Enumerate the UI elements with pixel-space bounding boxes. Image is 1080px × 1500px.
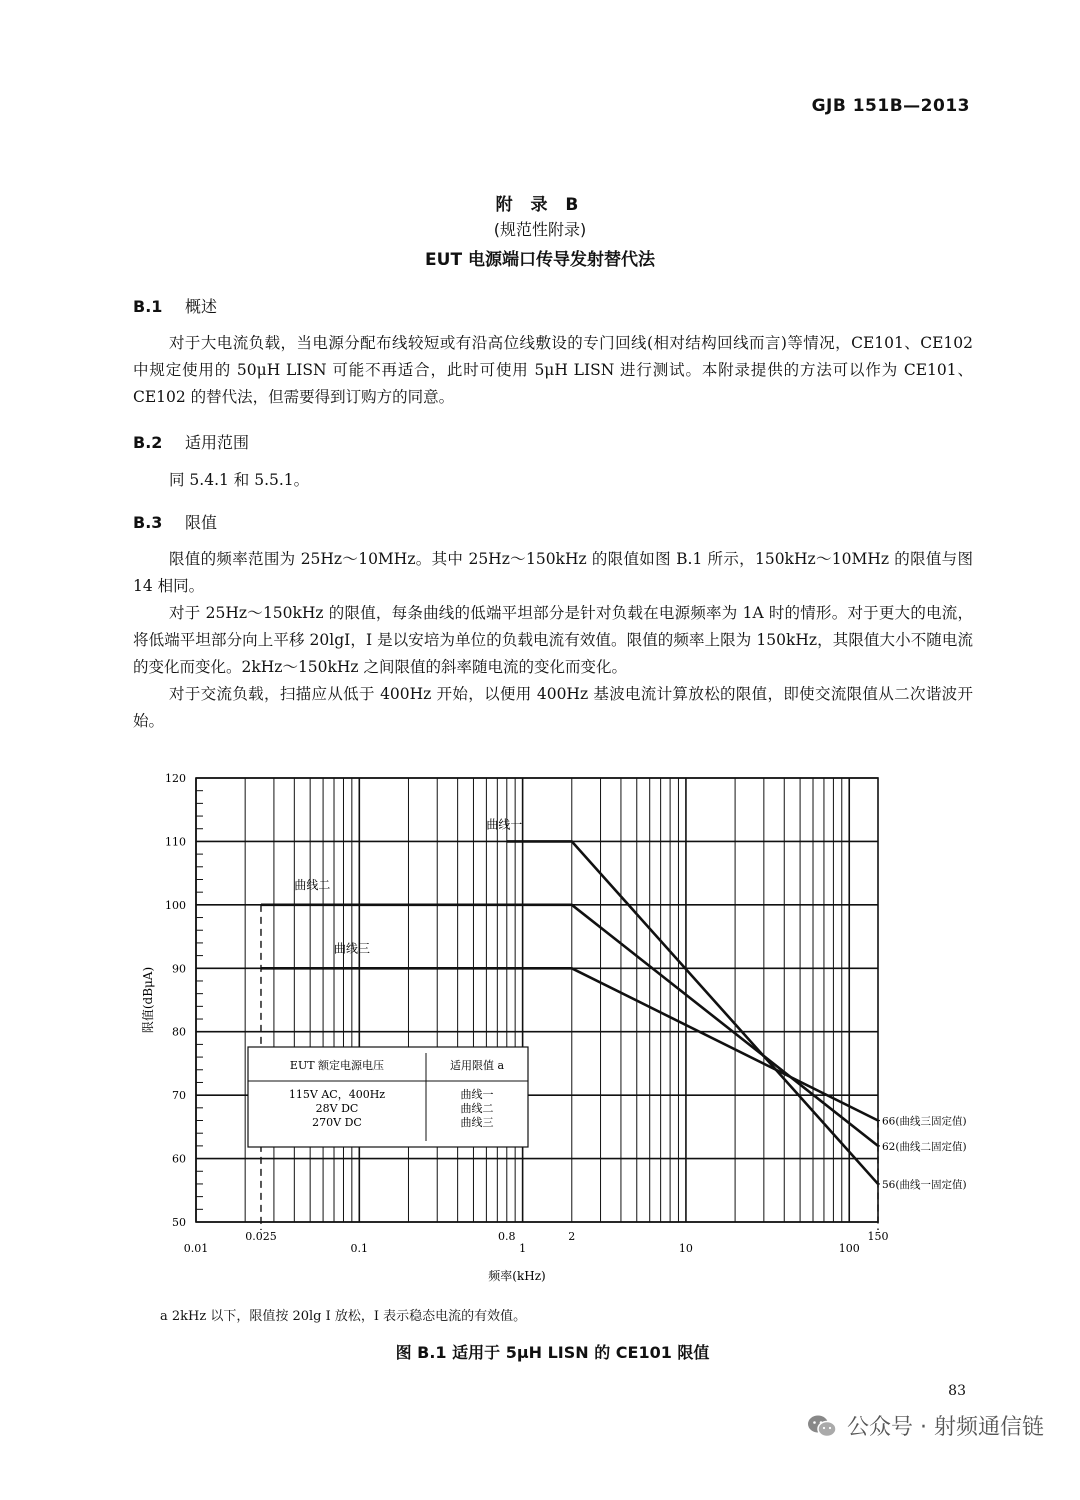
y-tick-label: 100	[165, 898, 186, 912]
y-tick-label: 60	[172, 1152, 186, 1166]
section-number: B.2	[133, 433, 163, 452]
legend-cell: 曲线三	[460, 1116, 494, 1129]
section-title: 限值	[185, 513, 218, 532]
y-tick-label: 90	[172, 962, 186, 976]
curve-label: 曲线二	[294, 878, 331, 892]
end-value-label: 56(曲线一固定值)	[882, 1178, 967, 1191]
section-b1-body	[133, 330, 973, 411]
y-tick-label: 120	[165, 772, 186, 785]
legend-cell: 115V AC，400Hz	[288, 1088, 386, 1101]
y-tick-label: 110	[165, 835, 186, 849]
ce101-limit-chart	[130, 760, 990, 1290]
section-title: 适用范围	[185, 433, 250, 452]
x-tick-label: 0.8	[498, 1230, 516, 1243]
x-tick-label: 2	[568, 1230, 576, 1243]
appendix-title: 附 录 B	[495, 195, 585, 215]
x-tick-label: 10	[678, 1242, 693, 1255]
paragraph: 限值的频率范围为 25Hz～10MHz。其中 25Hz～150kHz 的限值如图 B.1 所示，150kHz～10MHz 的限值与图 14 相同。	[133, 550, 973, 595]
legend-cell: 曲线一	[460, 1088, 494, 1101]
section-number: B.1	[133, 297, 163, 316]
paragraph: 对于交流负载，扫描应从低于 400Hz 开始，以便用 400Hz 基波电流计算放松的限值，即使交流限值从二次谐波开始。	[133, 685, 973, 730]
x-tick-label: 100	[838, 1242, 860, 1255]
section-b3-heading	[133, 510, 217, 533]
x-tick-label: 0.025	[245, 1230, 277, 1243]
watermark	[807, 1410, 1044, 1441]
legend-header: EUT 额定电源电压	[289, 1059, 385, 1072]
appendix-heading: EUT 电源端口传导发射替代法	[425, 250, 655, 270]
section-b3-body	[133, 546, 973, 735]
legend-cell: 28V DC	[315, 1102, 359, 1115]
paragraph: 对于大电流负载，当电源分配布线较短或有沿高位线敷设的专门回线(相对结构回线而言)等情况，CE101、CE102 中规定使用的 50μH LISN 可能不再适合，此时可使用 5μH LISN 进行测试。本附录提供的方法可以作为 CE101、CE102 的替代法，但需要得到订购方的同意。	[133, 334, 973, 406]
watermark-text: 公众号 · 射频通信链	[847, 1415, 1044, 1440]
section-b2-body	[133, 467, 973, 494]
section-b1-heading	[133, 294, 217, 317]
paragraph: 同 5.4.1 和 5.5.1。	[169, 471, 310, 489]
chart-labels	[140, 772, 967, 1283]
end-value-label: 62(曲线二固定值)	[882, 1140, 967, 1153]
y-tick-label: 50	[172, 1216, 186, 1229]
curve-line-1	[507, 841, 878, 1184]
figure-footnote: a 2kHz 以下，限值按 20lg I 放松，I 表示稳态电流的有效值。	[160, 1309, 527, 1324]
section-title: 概述	[185, 297, 218, 316]
x-tick-label: 1	[519, 1242, 527, 1255]
x-tick-label: 0.1	[350, 1242, 369, 1255]
page-number: 83	[948, 1383, 966, 1399]
section-number: B.3	[133, 513, 163, 532]
paragraph: 对于 25Hz～150kHz 的限值，每条曲线的低端平坦部分是针对负载在电源频率为 1A 时的情形。对于更大的电流，将低端平坦部分向上平移 20lgI，I 是以安培为单位的负载电流有效值。限值的频率上限为 150kHz，其限值大小不随电流的变化而变化。2kHz～150kHz 之间限值的斜率随电流的变化而变化。	[133, 604, 973, 676]
section-b2-heading	[133, 430, 249, 453]
y-tick-label: 80	[172, 1025, 186, 1039]
legend-cell: 270V DC	[312, 1116, 362, 1129]
plot-border	[196, 778, 878, 1222]
x-tick-label: 150	[867, 1230, 889, 1243]
legend-cell: 曲线二	[460, 1102, 494, 1115]
curve-label: 曲线三	[334, 941, 371, 956]
y-tick-label: 70	[172, 1089, 186, 1103]
figure-caption: 图 B.1 适用于 5μH LISN 的 CE101 限值	[395, 1343, 710, 1362]
appendix-subtitle: (规范性附录)	[493, 220, 587, 239]
legend-header: 适用限值 a	[449, 1059, 505, 1072]
end-value-label: 66(曲线三固定值)	[882, 1115, 967, 1128]
x-axis-title: 频率(kHz)	[488, 1269, 546, 1283]
document-code: GJB 151B—2013	[811, 96, 970, 116]
y-axis-title: 限值(dBμA)	[141, 966, 155, 1034]
x-tick-label: 0.01	[183, 1242, 209, 1255]
chart-grid	[196, 778, 878, 1222]
wechat-icon	[807, 1414, 837, 1438]
curve-label: 曲线一	[486, 817, 523, 832]
chart-curves	[261, 841, 880, 1230]
